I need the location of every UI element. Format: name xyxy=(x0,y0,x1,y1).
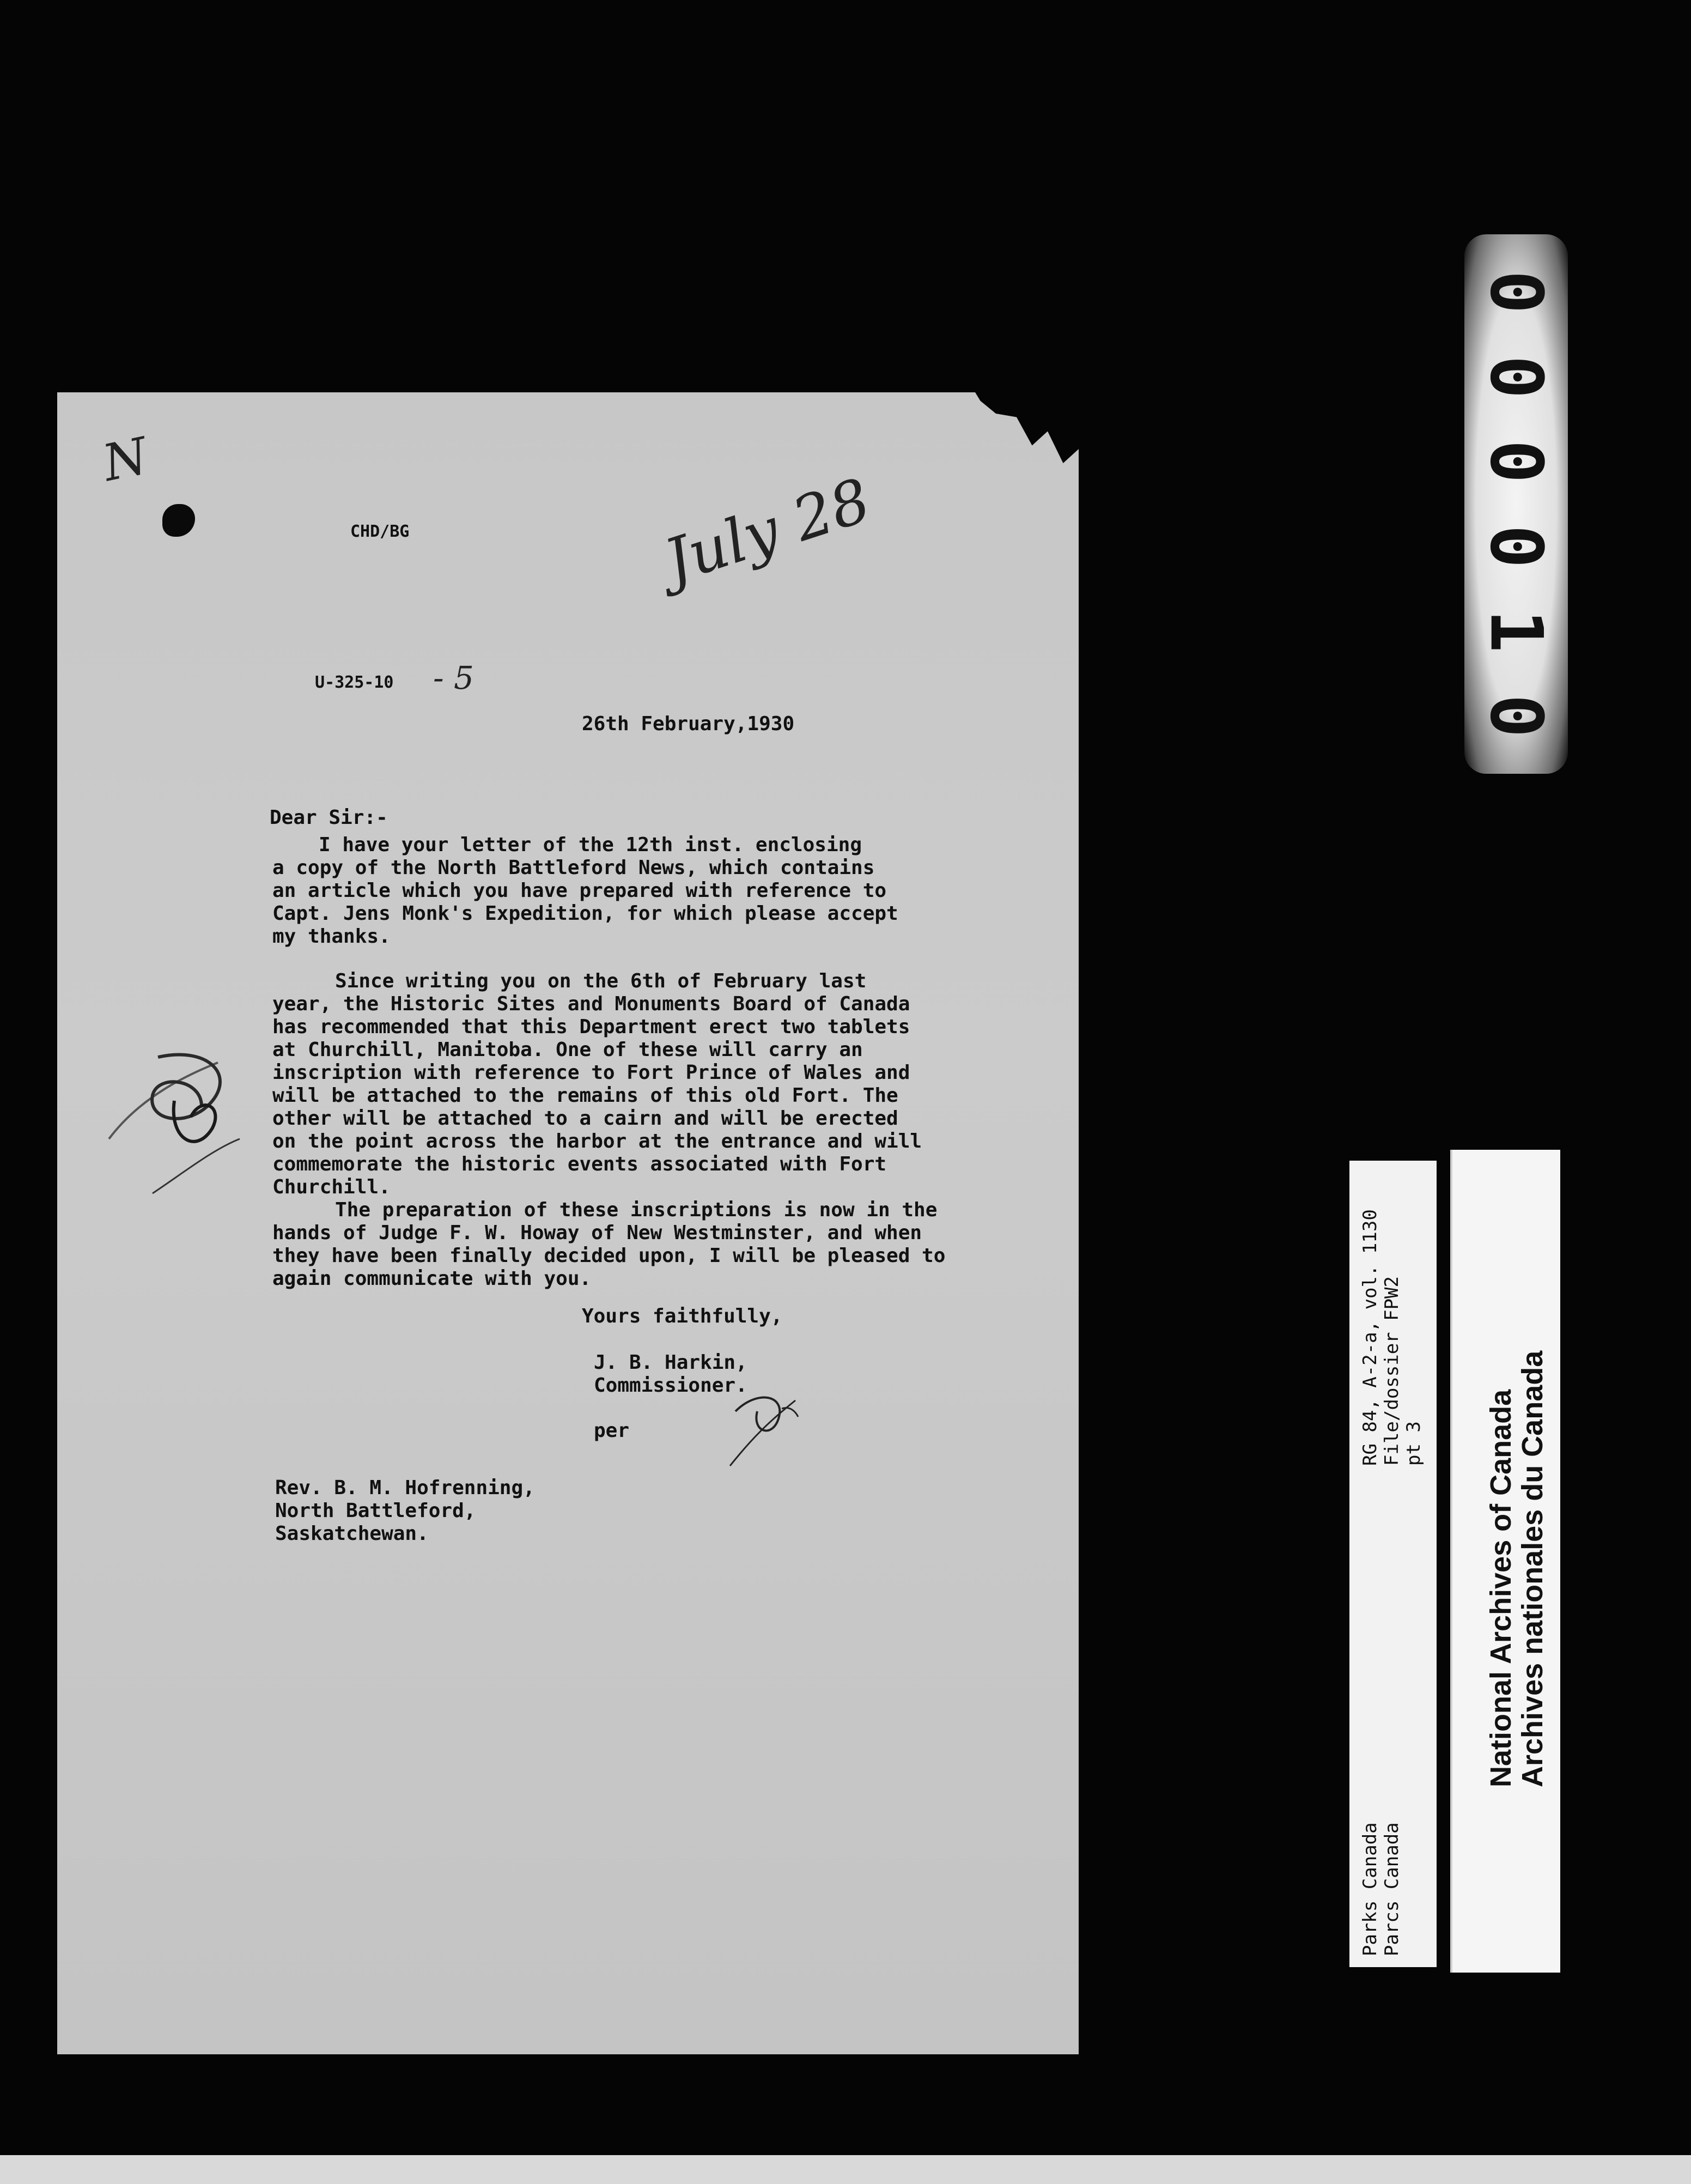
paragraph-line: hands of Judge F. W. Howay of New Westminster, and when xyxy=(272,1222,922,1244)
paragraph-line: my thanks. xyxy=(272,925,391,948)
addressee-line: Saskatchewan. xyxy=(275,1522,429,1545)
paragraph-line: The preparation of these inscriptions is now in the xyxy=(335,1199,938,1221)
signer-title: Commissioner. xyxy=(594,1374,747,1397)
paragraph-line: year, the Historic Sites and Monuments Board of Canada xyxy=(272,993,910,1015)
archive-institution-label xyxy=(1450,1150,1560,1973)
file-number-suffix: - 5 xyxy=(433,659,474,696)
paragraph-line: at Churchill, Manitoba. One of these will carry an xyxy=(272,1039,863,1061)
paragraph-line: other will be attached to a cairn and will be erected xyxy=(272,1107,898,1130)
file-number: U-325-10 xyxy=(315,673,394,692)
counter-digit: 0 xyxy=(1474,525,1558,568)
archive-reference xyxy=(1359,1209,1425,1466)
frame-counter xyxy=(1464,234,1568,774)
paragraph-line: an article which you have prepared with reference to xyxy=(272,879,887,902)
salutation: Dear Sir:- xyxy=(270,806,388,829)
agency-name xyxy=(1359,1822,1403,1956)
agency-line: Parks Canada xyxy=(1359,1822,1381,1956)
institution-line: Archives nationales du Canada xyxy=(1516,1350,1549,1787)
archive-reference-label xyxy=(1349,1161,1437,1967)
per-line: per xyxy=(594,1419,630,1442)
handwritten-initials-mark xyxy=(76,1014,251,1210)
frame-counter-digits xyxy=(1464,256,1568,752)
counter-digit: 0 xyxy=(1474,355,1558,399)
signature-mark xyxy=(719,1379,806,1471)
paragraph-2 xyxy=(272,970,992,1199)
paragraph-3 xyxy=(272,1199,992,1290)
paragraph-line: again communicate with you. xyxy=(272,1267,592,1290)
signer-name: J. B. Harkin, xyxy=(594,1351,747,1374)
addressee-line: North Battleford, xyxy=(275,1500,476,1522)
paragraph-line: Churchill. xyxy=(272,1176,391,1198)
reference-line: RG 84, A-2-a, vol. 1130 xyxy=(1359,1209,1381,1466)
counter-digit: 0 xyxy=(1474,440,1558,483)
counter-digit: 0 xyxy=(1474,270,1558,314)
paragraph-line: on the point across the harbor at the entrance and will xyxy=(272,1130,922,1152)
reference-line: File/dossier FPW2 xyxy=(1381,1276,1403,1466)
addressee-line: Rev. B. M. Hofrenning, xyxy=(275,1477,535,1499)
counter-digit: 1 xyxy=(1474,609,1558,653)
paragraph-line: a copy of the North Battleford News, which contains xyxy=(272,857,875,879)
torn-corner xyxy=(975,392,1079,463)
letter-date: 26th February,1930 xyxy=(582,713,795,735)
reference-line: pt 3 xyxy=(1403,1421,1425,1466)
paragraph-line: they have been finally decided upon, I will be pleased to xyxy=(272,1245,946,1267)
paragraph-line: Capt. Jens Monk's Expedition, for which please accept xyxy=(272,902,898,925)
closing: Yours faithfully, xyxy=(582,1305,783,1327)
paragraph-line: I have your letter of the 12th inst. enclosing xyxy=(319,834,862,856)
paragraph-line: inscription with reference to Fort Prince of Wales and xyxy=(272,1061,910,1084)
film-bottom-edge xyxy=(0,2155,1691,2184)
paragraph-1 xyxy=(272,834,992,948)
paragraph-line: commemorate the historic events associated with Fort xyxy=(272,1153,887,1175)
institution-name xyxy=(1485,1351,1548,1787)
typist-initials: CHD/BG xyxy=(350,522,410,541)
institution-line: National Archives of Canada xyxy=(1485,1389,1517,1787)
agency-line: Parcs Canada xyxy=(1381,1822,1403,1956)
handwritten-date-note: July 28 xyxy=(656,465,879,597)
paragraph-line: Since writing you on the 6th of February last xyxy=(335,970,867,992)
addressee-block xyxy=(275,1477,535,1545)
handwritten-corner-mark: N xyxy=(98,426,153,493)
counter-digit: 0 xyxy=(1474,694,1558,738)
paragraph-line: has recommended that this Department erect two tablets xyxy=(272,1016,910,1038)
paragraph-line: will be attached to the remains of this old Fort. The xyxy=(272,1084,898,1107)
